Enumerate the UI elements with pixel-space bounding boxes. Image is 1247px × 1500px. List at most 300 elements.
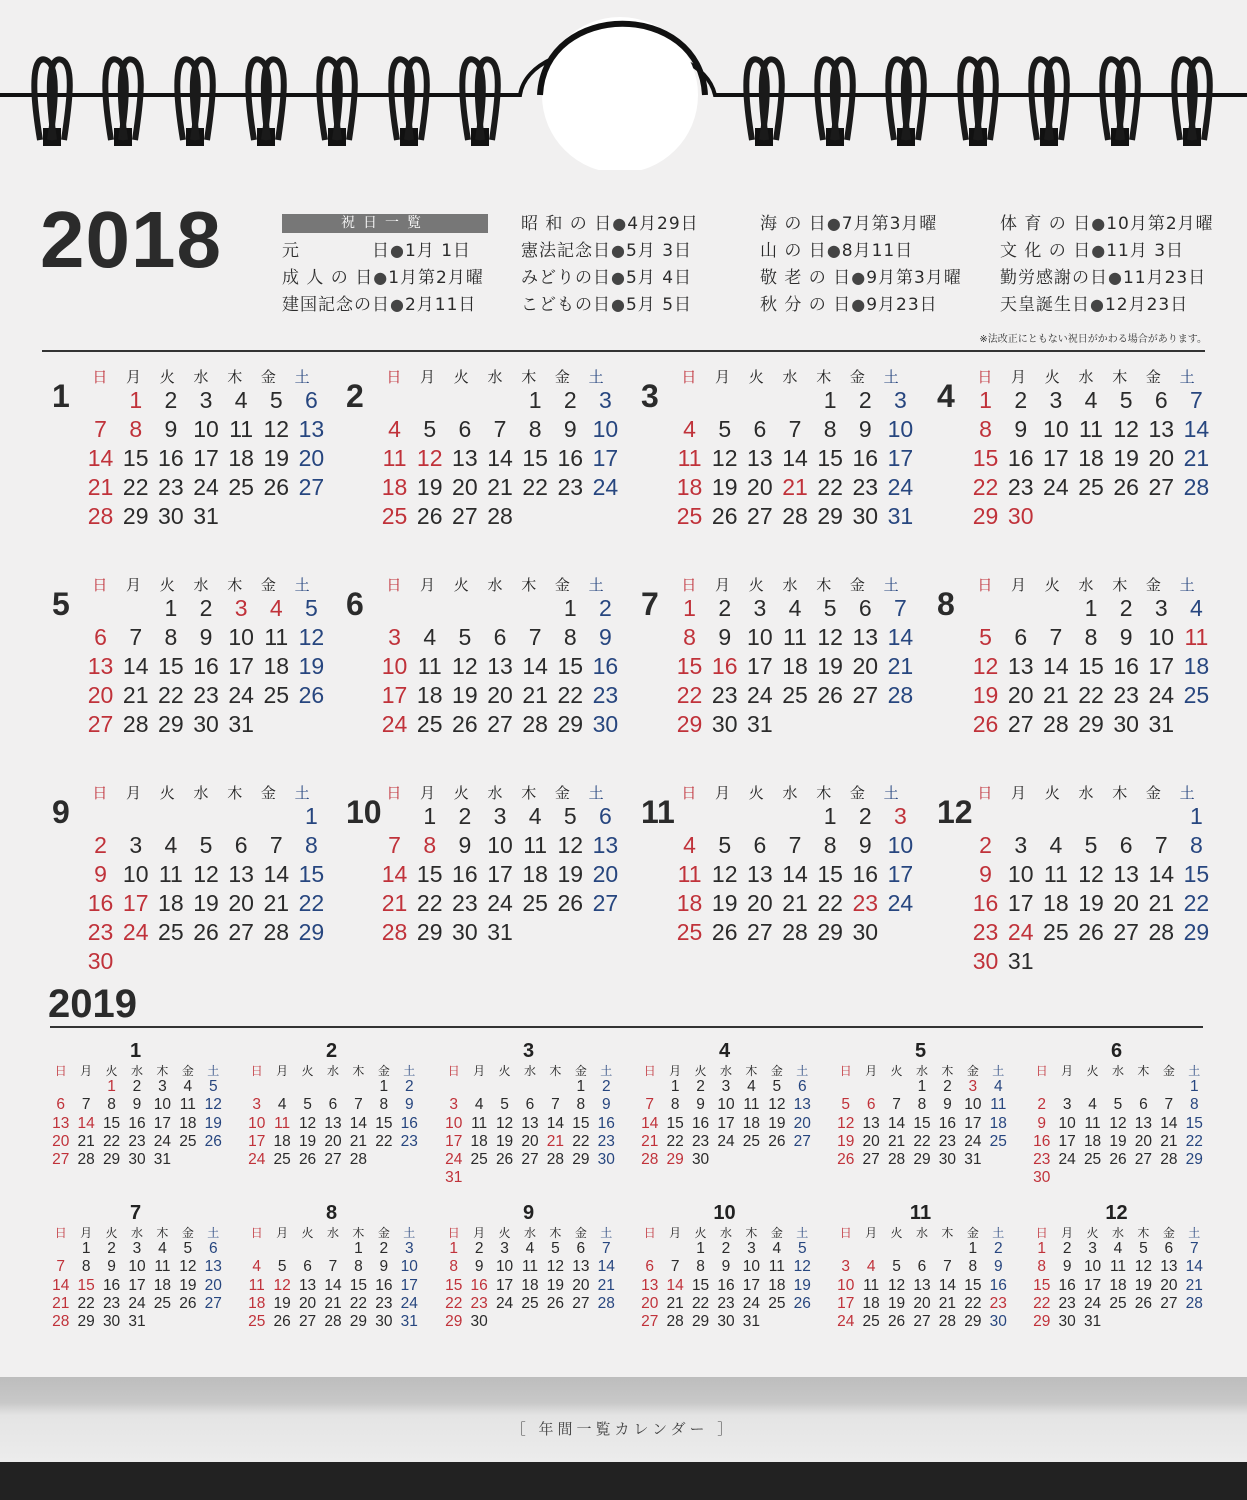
weekday-label: 金 xyxy=(554,784,570,802)
weekday-label: 木 xyxy=(816,784,832,802)
weekday-label: 火 xyxy=(1086,1226,1099,1240)
weekday-label: 土 xyxy=(1188,1226,1201,1240)
weekday-label: 木 xyxy=(816,576,832,594)
day-cell: 13 xyxy=(641,1276,659,1294)
day-cell: 21 xyxy=(324,1294,342,1312)
day-cell: 22 xyxy=(416,890,443,916)
day-cell: 2 xyxy=(993,1240,1003,1257)
empty-cell xyxy=(295,1240,320,1258)
weekday-label: 火 xyxy=(1086,1064,1099,1078)
day-cell: 25 xyxy=(381,503,408,529)
day-cell: 17 xyxy=(592,445,619,471)
weekday-label: 日 xyxy=(1035,1226,1048,1240)
day-cell: 17 xyxy=(887,445,914,471)
empty-cell xyxy=(1003,802,1038,831)
day-cell: 20 xyxy=(747,474,773,500)
day-cell: 10 xyxy=(1083,1258,1102,1276)
day-cell: 16 xyxy=(557,445,584,471)
day-cell: 8 xyxy=(968,1258,978,1276)
day-cell: 19 xyxy=(711,474,738,500)
day-cell: 22 xyxy=(298,890,325,916)
day-cell: 15 xyxy=(1185,1114,1203,1132)
day-cell: 22 xyxy=(445,1294,463,1312)
weekday-label: 月 xyxy=(80,1064,93,1078)
day-cell: 3 xyxy=(747,1240,756,1257)
day-cell: 25 xyxy=(989,1132,1007,1150)
weekday-header xyxy=(441,1224,619,1241)
day-cell: 17 xyxy=(381,682,408,708)
day-cell: 29 xyxy=(1033,1313,1051,1331)
day-cell: 16 xyxy=(193,653,219,679)
day-cell: 24 xyxy=(742,1294,761,1312)
weekday-label: 木 xyxy=(521,368,537,386)
weekday-label: 月 xyxy=(715,368,731,386)
day-cell: 9 xyxy=(1037,1114,1047,1132)
day-cell: 8 xyxy=(576,1096,586,1114)
day-cell: 2 xyxy=(94,832,107,858)
day-cell: 6 xyxy=(234,832,248,858)
weekday-header xyxy=(672,782,908,803)
weekday-label: 日 xyxy=(977,576,993,594)
day-cell: 6 xyxy=(753,416,767,442)
day-cell: 19 xyxy=(1113,445,1139,471)
day-cell: 31 xyxy=(128,1313,146,1331)
day-cell: 9 xyxy=(601,1096,611,1114)
weekday-label: 土 xyxy=(600,1064,613,1078)
weekday-label: 金 xyxy=(377,1226,390,1240)
day-cell: 2 xyxy=(601,1078,611,1095)
weekday-label: 金 xyxy=(554,576,570,594)
holiday-name: 昭 和 の 日 xyxy=(521,214,613,234)
weekday-label: 木 xyxy=(549,1226,562,1240)
day-cell: 26 xyxy=(972,711,999,737)
divider-2018 xyxy=(42,350,1205,352)
day-cell: 1 xyxy=(107,1078,116,1095)
day-cell: 16 xyxy=(691,1114,710,1132)
weekday-label: 火 xyxy=(159,576,175,594)
bullet-icon: ● xyxy=(612,214,628,233)
day-cell: 19 xyxy=(193,890,219,916)
day-cell: 7 xyxy=(551,1096,560,1114)
weekday-label: 火 xyxy=(498,1226,511,1240)
day-cell: 8 xyxy=(696,1258,705,1276)
day-cell: 30 xyxy=(158,503,184,529)
day-cell: 15 xyxy=(375,1114,393,1132)
day-cell: 13 xyxy=(1160,1258,1178,1276)
weekday-label: 日 xyxy=(54,1226,67,1240)
day-cell: 16 xyxy=(1058,1276,1076,1294)
month-number: 2 xyxy=(325,1040,338,1062)
day-cell: 30 xyxy=(452,919,478,945)
day-cell: 13 xyxy=(1007,653,1034,679)
weekday-header xyxy=(1029,1062,1207,1079)
day-cell: 13 xyxy=(521,1114,539,1132)
day-cell: 13 xyxy=(52,1114,70,1132)
day-cell: 6 xyxy=(1014,624,1028,650)
day-cell: 7 xyxy=(788,416,802,442)
weekday-label: 木 xyxy=(745,1064,758,1078)
month-5 xyxy=(52,574,325,779)
weekday-label: 月 xyxy=(1011,576,1027,594)
weekday-label: 日 xyxy=(92,784,108,802)
day-cell: 28 xyxy=(122,711,149,737)
weekday-label: 日 xyxy=(92,368,108,386)
weekday-header xyxy=(833,1062,1011,1079)
weekday-label: 日 xyxy=(54,1064,67,1078)
day-cell: 6 xyxy=(525,1096,535,1114)
day-cell: 26 xyxy=(298,682,325,708)
day-cell: 4 xyxy=(252,1258,262,1276)
day-cell: 16 xyxy=(938,1114,957,1132)
weekday-label: 水 xyxy=(487,576,503,594)
day-cell: 16 xyxy=(375,1276,393,1294)
day-cell: 10 xyxy=(153,1096,172,1114)
day-cell: 6 xyxy=(599,803,612,829)
day-cell: 19 xyxy=(972,682,999,708)
day-cell: 2 xyxy=(474,1240,484,1257)
day-cell: 21 xyxy=(87,474,114,500)
day-cell: 28 xyxy=(1185,1294,1203,1312)
day-cell: 8 xyxy=(528,416,542,442)
weekday-label: 土 xyxy=(294,576,310,594)
day-cell: 23 xyxy=(557,474,584,500)
weekday-label: 木 xyxy=(227,576,243,594)
day-cell: 17 xyxy=(887,861,914,887)
day-cell: 27 xyxy=(747,919,773,945)
weekday-label: 金 xyxy=(1145,368,1161,386)
day-grid xyxy=(48,1240,226,1331)
weekday-label: 土 xyxy=(588,368,604,386)
day-cell: 9 xyxy=(943,1096,952,1114)
day-cell: 23 xyxy=(597,1132,615,1150)
day-cell: 2 xyxy=(107,1240,116,1257)
day-cell: 1 xyxy=(1190,803,1203,829)
day-cell: 20 xyxy=(298,445,325,471)
day-cell: 5 xyxy=(458,624,472,650)
day-cell: 30 xyxy=(852,503,879,529)
day-cell: 6 xyxy=(56,1096,66,1114)
weekday-label: 日 xyxy=(681,368,697,386)
day-cell: 5 xyxy=(563,803,577,829)
day-cell: 26 xyxy=(711,919,738,945)
day-cell: 5 xyxy=(199,832,213,858)
holiday-entry xyxy=(521,295,692,315)
weekday-header xyxy=(244,1224,422,1241)
day-cell: 16 xyxy=(128,1114,146,1132)
holiday-entry xyxy=(760,295,938,315)
empty-cell xyxy=(909,1240,934,1258)
weekday-label: 月 xyxy=(276,1064,289,1078)
day-cell: 9 xyxy=(721,1258,731,1276)
weekday-label: 金 xyxy=(770,1226,783,1240)
day-cell: 20 xyxy=(747,890,773,916)
weekday-label: 月 xyxy=(1061,1064,1074,1078)
empty-cell xyxy=(517,1078,542,1096)
day-cell: 4 xyxy=(525,1240,535,1257)
holiday-name: 建国記念の日 xyxy=(282,295,390,315)
empty-cell xyxy=(1109,802,1144,831)
weekday-label: 火 xyxy=(159,368,175,386)
day-cell: 14 xyxy=(666,1276,684,1294)
day-cell: 2 xyxy=(458,803,472,829)
day-cell: 26 xyxy=(273,1313,291,1331)
day-cell: 12 xyxy=(768,1096,786,1114)
day-cell: 25 xyxy=(676,919,703,945)
day-cell: 15 xyxy=(77,1276,95,1294)
day-cell: 10 xyxy=(887,832,914,858)
day-cell: 12 xyxy=(273,1276,291,1294)
day-cell: 30 xyxy=(972,948,999,974)
weekday-label: 金 xyxy=(849,368,865,386)
weekday-label: 木 xyxy=(352,1226,365,1240)
weekday-label: 金 xyxy=(1145,784,1161,802)
day-cell: 27 xyxy=(228,919,254,945)
day-cell: 5 xyxy=(208,1078,218,1095)
weekday-label: 月 xyxy=(865,1064,878,1078)
empty-cell xyxy=(858,1078,883,1096)
day-cell: 1 xyxy=(917,1078,927,1095)
day-cell: 11 xyxy=(521,1258,539,1276)
weekday-label: 木 xyxy=(521,576,537,594)
day-cell: 23 xyxy=(711,682,738,708)
day-cell: 14 xyxy=(77,1114,95,1132)
day-cell: 3 xyxy=(132,1240,142,1257)
day-cell: 26 xyxy=(1134,1294,1153,1312)
day-cell: 10 xyxy=(400,1258,418,1276)
holiday-name: 敬 老 の 日 xyxy=(760,268,852,288)
weekday-label: 水 xyxy=(193,368,209,386)
day-cell: 1 xyxy=(563,595,577,621)
day-cell: 10 xyxy=(248,1114,266,1132)
holiday-name: 海 の 日 xyxy=(760,214,827,234)
day-cell: 13 xyxy=(204,1258,222,1276)
day-cell: 11 xyxy=(179,1096,196,1114)
empty-cell xyxy=(1038,594,1073,623)
day-cell: 2 xyxy=(599,595,612,621)
day-cell: 26 xyxy=(452,711,478,737)
empty-cell xyxy=(73,1078,98,1096)
day-cell: 4 xyxy=(1113,1240,1123,1257)
holiday-name: 成 人 の 日 xyxy=(282,268,374,288)
day-cell: 19 xyxy=(557,861,584,887)
day-cell: 10 xyxy=(717,1096,735,1114)
day-cell: 25 xyxy=(153,1294,172,1312)
day-cell: 9 xyxy=(858,416,872,442)
day-cell: 22 xyxy=(158,682,184,708)
day-cell: 10 xyxy=(445,1114,463,1132)
day-cell: 27 xyxy=(852,682,879,708)
weekday-label: 金 xyxy=(770,1064,783,1078)
month-3 xyxy=(441,1040,621,1190)
day-cell: 15 xyxy=(102,1114,121,1132)
day-cell: 11 xyxy=(274,1114,291,1132)
day-grid xyxy=(833,1078,1011,1169)
day-cell: 29 xyxy=(445,1313,463,1331)
day-cell: 13 xyxy=(572,1258,590,1276)
holiday-name: 元 日 xyxy=(282,241,390,261)
day-cell: 28 xyxy=(887,1151,906,1169)
day-cell: 19 xyxy=(273,1294,291,1312)
weekday-label: 月 xyxy=(473,1226,486,1240)
day-cell: 11 xyxy=(677,861,702,887)
holiday-date: 8月11日 xyxy=(841,241,914,261)
day-cell: 22 xyxy=(77,1294,95,1312)
month-8 xyxy=(937,574,1210,779)
day-cell: 21 xyxy=(666,1294,684,1312)
day-cell: 9 xyxy=(199,624,213,650)
day-cell: 25 xyxy=(521,1294,539,1312)
day-cell: 3 xyxy=(968,1078,978,1095)
month-5 xyxy=(833,1040,1013,1190)
weekday-label: 土 xyxy=(294,784,310,802)
weekday-label: 月 xyxy=(473,1064,486,1078)
day-cell: 26 xyxy=(887,1313,906,1331)
day-grid xyxy=(968,802,1214,976)
day-cell: 12 xyxy=(711,861,738,887)
day-cell: 10 xyxy=(742,1258,761,1276)
day-cell: 14 xyxy=(381,861,408,887)
day-cell: 11 xyxy=(154,1258,171,1276)
weekday-header xyxy=(968,366,1204,387)
day-cell: 20 xyxy=(204,1276,222,1294)
day-cell: 18 xyxy=(248,1294,266,1312)
day-cell: 31 xyxy=(1083,1313,1102,1331)
day-cell: 30 xyxy=(691,1151,710,1169)
day-cell: 19 xyxy=(817,653,843,679)
month-number: 12 xyxy=(937,794,973,830)
holiday-name: こどもの日 xyxy=(521,295,611,315)
day-cell: 16 xyxy=(452,861,478,887)
day-cell: 23 xyxy=(375,1294,393,1312)
day-cell: 15 xyxy=(1033,1276,1051,1294)
day-cell: 30 xyxy=(852,919,879,945)
day-cell: 17 xyxy=(964,1114,982,1132)
day-cell: 16 xyxy=(1033,1132,1051,1150)
day-cell: 21 xyxy=(77,1132,95,1150)
day-cell: 31 xyxy=(964,1151,982,1169)
day-cell: 23 xyxy=(852,474,879,500)
day-cell: 11 xyxy=(1184,624,1209,650)
day-cell: 18 xyxy=(179,1114,197,1132)
day-cell: 28 xyxy=(887,682,914,708)
day-cell: 12 xyxy=(298,624,325,650)
day-grid xyxy=(833,1240,1011,1331)
day-cell: 12 xyxy=(298,1114,317,1132)
month-8 xyxy=(244,1202,424,1352)
day-cell: 7 xyxy=(943,1258,952,1276)
day-cell: 14 xyxy=(597,1258,615,1276)
day-cell: 8 xyxy=(81,1258,91,1276)
day-cell: 28 xyxy=(87,503,114,529)
weekday-label: 月 xyxy=(80,1226,93,1240)
day-cell: 28 xyxy=(77,1151,95,1169)
day-cell: 1 xyxy=(968,1240,978,1257)
holiday-entry xyxy=(282,268,484,288)
weekday-label: 月 xyxy=(276,1226,289,1240)
day-cell: 21 xyxy=(1185,1276,1203,1294)
day-cell: 3 xyxy=(388,624,401,650)
day-cell: 19 xyxy=(1078,890,1104,916)
day-cell: 18 xyxy=(273,1132,291,1150)
day-cell: 20 xyxy=(1113,890,1139,916)
day-cell: 23 xyxy=(592,682,619,708)
day-cell: 25 xyxy=(470,1151,488,1169)
empty-cell xyxy=(1131,1078,1156,1096)
day-cell: 12 xyxy=(204,1096,222,1114)
bullet-icon: ● xyxy=(390,241,405,260)
month-number: 9 xyxy=(52,794,70,830)
day-cell: 7 xyxy=(1190,387,1203,413)
day-cell: 1 xyxy=(129,387,143,413)
day-cell: 28 xyxy=(666,1313,684,1331)
day-cell: 11 xyxy=(677,445,702,471)
weekday-label: 金 xyxy=(1162,1226,1175,1240)
day-cell: 8 xyxy=(379,1096,389,1114)
day-cell: 2 xyxy=(858,387,872,413)
weekday-label: 土 xyxy=(1179,368,1195,386)
weekday-label: 火 xyxy=(453,368,469,386)
day-cell: 8 xyxy=(305,832,318,858)
day-cell: 27 xyxy=(521,1151,539,1169)
day-cell: 26 xyxy=(263,474,290,500)
day-cell: 23 xyxy=(193,682,219,708)
day-cell: 17 xyxy=(742,1276,761,1294)
day-cell: 7 xyxy=(645,1096,655,1114)
holiday-date: 9月第3月曜 xyxy=(866,268,962,288)
day-cell: 9 xyxy=(858,832,872,858)
holiday-date: 1月第2月曜 xyxy=(388,268,484,288)
weekday-label: 月 xyxy=(420,368,436,386)
day-cell: 23 xyxy=(1058,1294,1076,1312)
day-cell: 14 xyxy=(263,861,290,887)
day-cell: 1 xyxy=(696,1240,705,1257)
empty-cell xyxy=(48,1078,73,1096)
day-cell: 12 xyxy=(887,1276,906,1294)
holiday-entry xyxy=(521,268,692,288)
day-cell: 23 xyxy=(128,1132,146,1150)
weekday-label: 金 xyxy=(260,368,276,386)
day-cell: 16 xyxy=(470,1276,488,1294)
holiday-date: 11月23日 xyxy=(1122,268,1207,288)
day-cell: 14 xyxy=(782,445,808,471)
day-cell: 17 xyxy=(1043,445,1069,471)
weekday-label: 金 xyxy=(377,1064,390,1078)
day-cell: 24 xyxy=(128,1294,146,1312)
month-2 xyxy=(244,1040,424,1190)
day-cell: 20 xyxy=(862,1132,880,1150)
empty-cell xyxy=(884,1240,909,1258)
product-label: ［ 年間一覧カレンダー ］ xyxy=(510,1420,737,1438)
day-cell: 24 xyxy=(153,1132,172,1150)
day-cell: 11 xyxy=(768,1258,785,1276)
day-cell: 14 xyxy=(1148,861,1175,887)
weekday-header xyxy=(637,1224,815,1241)
day-cell: 16 xyxy=(592,653,619,679)
day-cell: 27 xyxy=(592,890,619,916)
bullet-icon: ● xyxy=(1108,268,1123,287)
day-cell: 24 xyxy=(381,711,408,737)
weekday-label: 火 xyxy=(498,1064,511,1078)
day-cell: 26 xyxy=(298,1151,317,1169)
day-cell: 17 xyxy=(228,653,254,679)
day-cell: 6 xyxy=(645,1258,655,1276)
day-cell: 11 xyxy=(990,1096,1007,1114)
day-cell: 2 xyxy=(979,832,992,858)
empty-cell xyxy=(269,1078,294,1096)
day-cell: 1 xyxy=(164,595,178,621)
day-cell: 25 xyxy=(522,890,548,916)
day-cell: 1 xyxy=(354,1240,363,1257)
